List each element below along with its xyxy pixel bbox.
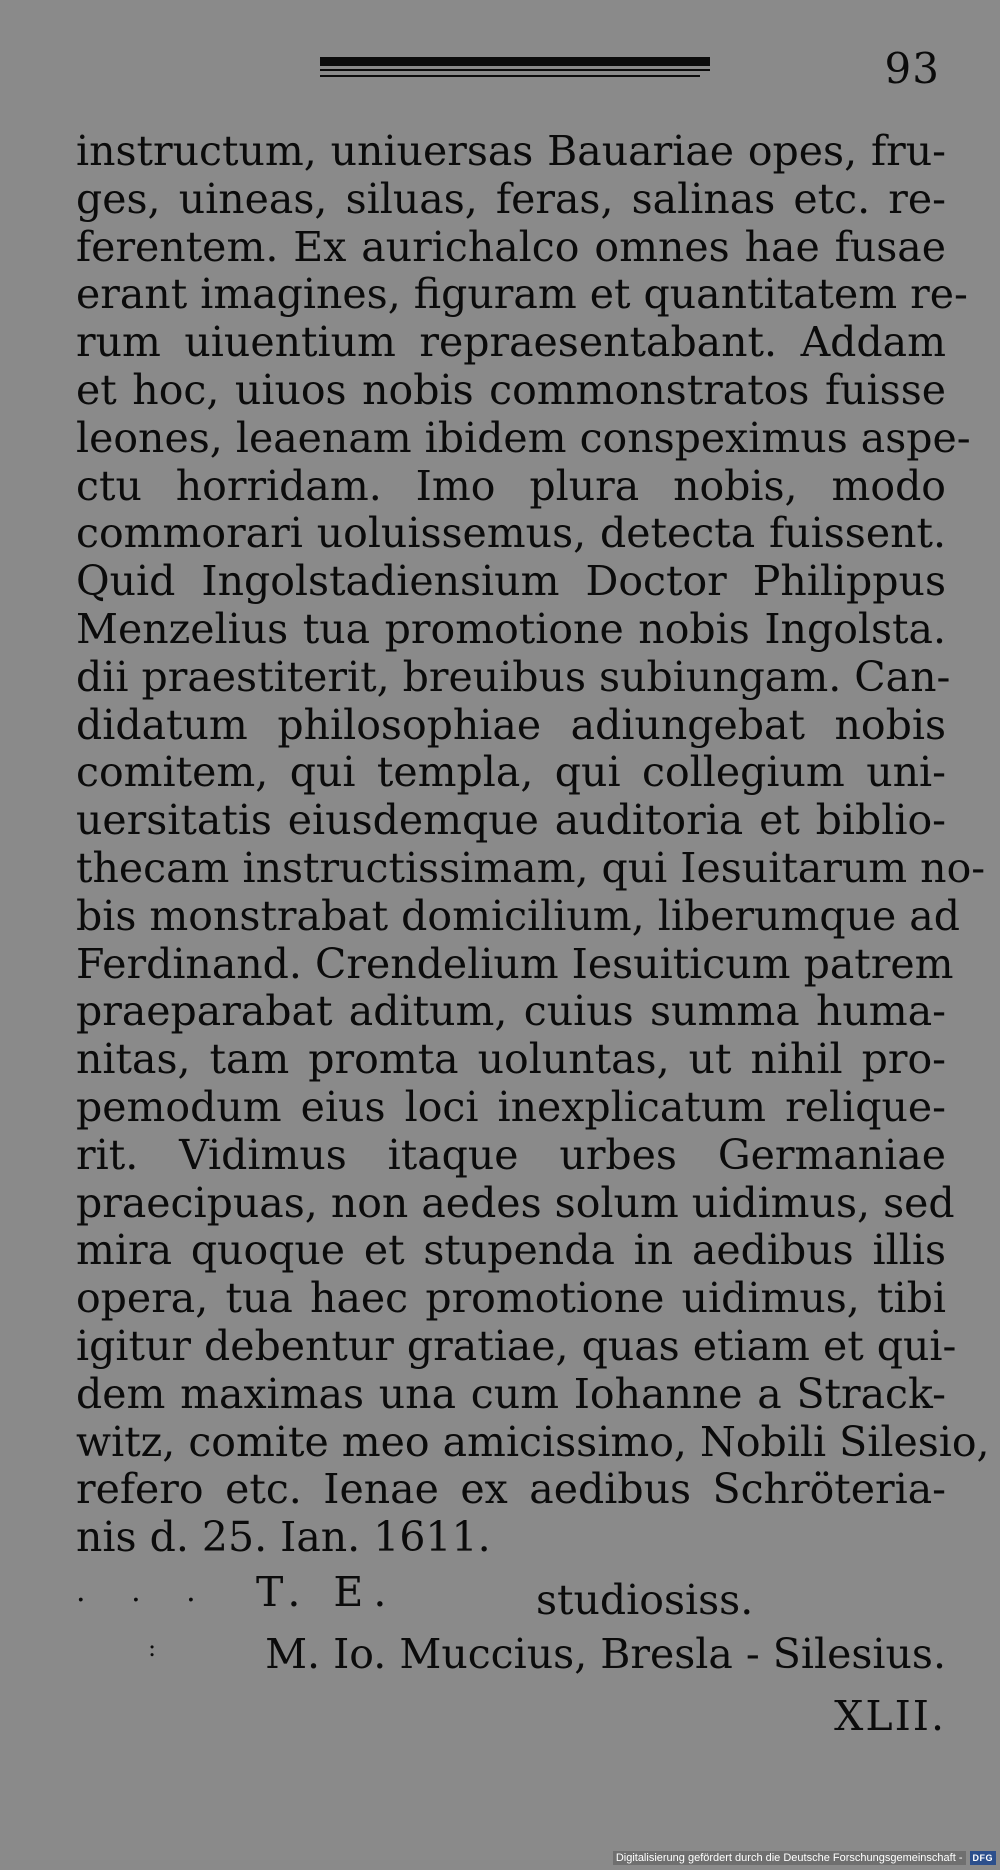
text-line: igitur debentur gratiae, quas etiam et qui- (76, 1321, 957, 1370)
text-line: rum uiuentium repraesentabant. Addam (76, 318, 946, 367)
signature-dots: . . . (76, 1574, 214, 1609)
section-number: XLII. (834, 1692, 946, 1740)
text-line: instructum, uniuersas Bauariae opes, fru- (76, 127, 946, 175)
signature-author: M. Io. Muccius, Bresla - Silesius. (265, 1630, 946, 1678)
text-line: dii praestiterit, breuibus subiungam. Can- (76, 652, 951, 701)
text-line: dem maximas una cum Iohanne a Strack- (76, 1369, 946, 1418)
text-line: et hoc, uiuos nobis commonstratos fuisse (76, 365, 946, 414)
text-line: leones, leaenam ibidem conspeximus aspe- (76, 413, 971, 462)
header-rule-thick (320, 57, 710, 66)
page-number: 93 (884, 44, 940, 93)
header-rule-thin (320, 69, 710, 71)
text-line-last: nis d. 25. Ian. 1611. (76, 1513, 491, 1562)
text-line: opera, tua haec promotione uidimus, tibi (76, 1274, 946, 1323)
header-rule (320, 55, 710, 81)
signature-studiosiss: studiosiss. (536, 1576, 754, 1624)
margin-mark: : (148, 1634, 157, 1662)
text-line: bis monstrabat domicilium, liberumque ad (76, 891, 960, 940)
text-line: ges, uineas, siluas, feras, salinas etc. re- (76, 174, 946, 223)
text-line: commorari uoluissemus, detecta fuissent. (76, 509, 946, 558)
body-text (76, 127, 990, 1562)
header-rule-thin (320, 75, 700, 77)
dfg-logo: DFG (970, 1851, 997, 1865)
text-line: rit. Vidimus itaque urbes Germaniae (76, 1130, 946, 1179)
text-line: Quid Ingolstadiensium Doctor Philippus (76, 557, 946, 606)
text-line: nitas, tam promta uoluntas, ut nihil pro- (76, 1035, 946, 1084)
signature-row (76, 1568, 946, 1624)
text-line: praeparabat aditum, cuius summa huma- (76, 987, 946, 1036)
text-line: comitem, qui templa, qui collegium uni- (76, 748, 946, 797)
text-line: refero etc. Ienae ex aedibus Schröteria- (76, 1465, 946, 1514)
text-line: praecipuas, non aedes solum uidimus, sed (76, 1178, 955, 1227)
text-line: pemodum eius loci inexplicatum reliquе- (76, 1082, 946, 1131)
text-line: Ferdinand. Crendelium Iesuiticum patrem (76, 939, 954, 988)
text-line: witz, comite meo amicissimo, Nobili Silesio, (76, 1417, 990, 1466)
text-line: ferentem. Ex aurichalco omnes hae fusae (76, 222, 946, 271)
text-line: erant imagines, figuram et quantitatem re- (76, 270, 968, 319)
text-line: ctu horridam. Imo plura nobis, modo (76, 461, 946, 510)
page-header (320, 45, 940, 95)
signature-block (76, 1568, 946, 1748)
text-line: mira quoque et stupenda in aedibus illis (76, 1226, 946, 1275)
signature-initials: T. E. (256, 1568, 397, 1616)
text-line: Menzelius tua promotione nobis Ingolsta. (76, 604, 946, 653)
footer-text: Digitalisierung gefördert durch die Deutsche Forschungsgemeinschaft - (613, 1851, 966, 1865)
text-line: thecam instructissimam, qui Iesuitarum no- (76, 843, 986, 892)
signature-row (76, 1630, 946, 1686)
text-line: uersitatis eiusdemque auditoria et biblio- (76, 796, 946, 845)
digitization-footer (613, 1848, 996, 1868)
text-line: didatum philosophiae adiungebat nobis (76, 700, 946, 749)
